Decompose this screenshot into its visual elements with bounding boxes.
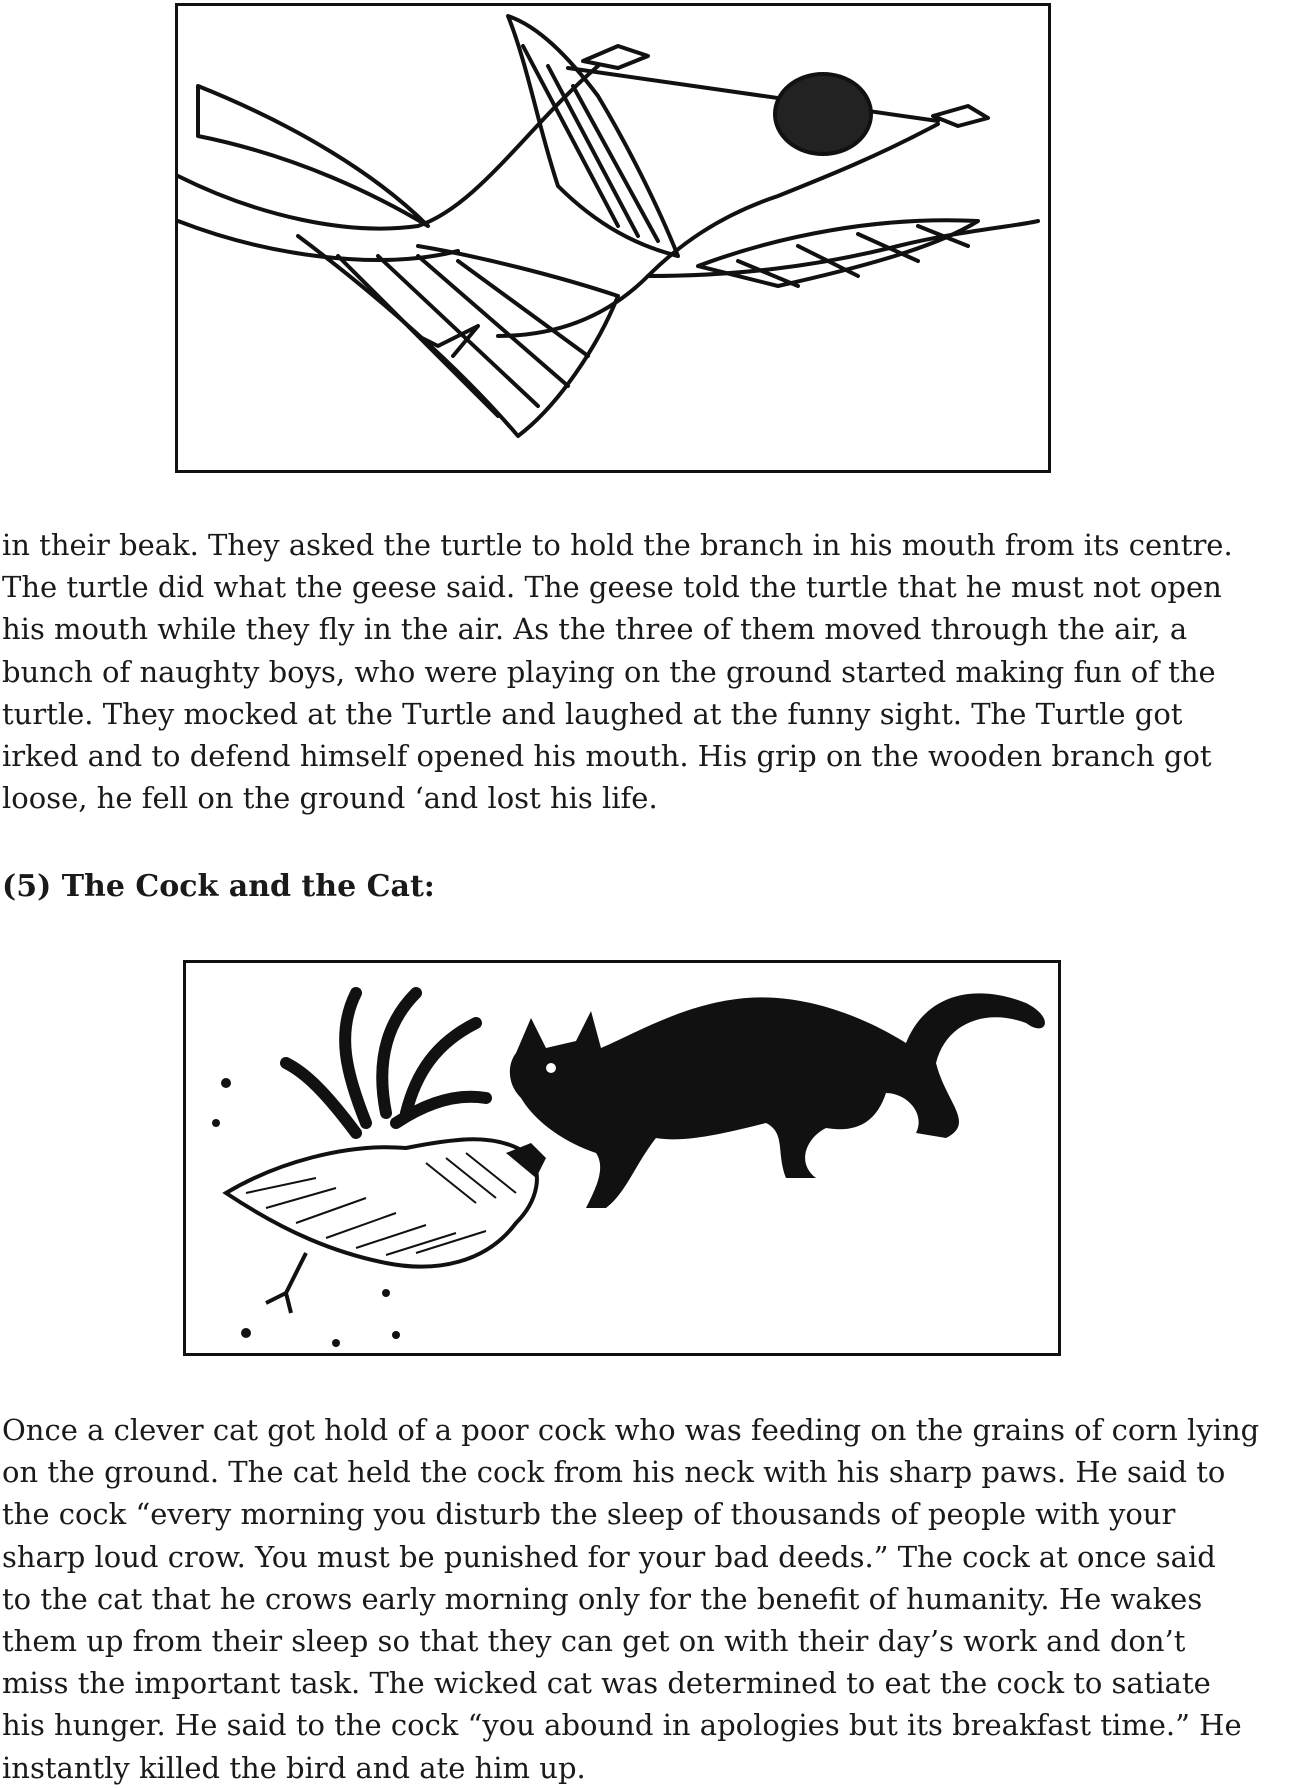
goose-right-beak bbox=[933, 106, 988, 126]
goose-left-feathers bbox=[338, 256, 588, 416]
branch-line bbox=[568, 68, 938, 121]
goose-middle-wing-up bbox=[508, 16, 678, 256]
goose-right-neck bbox=[498, 124, 938, 336]
text-line: miss the important task. The wicked cat was determined to eat the cock to satiate bbox=[2, 1666, 1211, 1701]
text-line: The turtle did what the geese said. The geese told the turtle that he must not open bbox=[2, 570, 1222, 605]
section-heading: (5) The Cock and the Cat: bbox=[2, 869, 435, 904]
text-line: turtle. They mocked at the Turtle and laughed at the funny sight. The Turtle got bbox=[2, 696, 1183, 731]
geese-drawing bbox=[178, 6, 1048, 470]
cat-eye bbox=[546, 1063, 556, 1073]
text-line: the cock “every morning you disturb the sleep of thousands of people with your bbox=[2, 1497, 1176, 1532]
geese-carrying-turtle-illustration bbox=[175, 3, 1051, 473]
goose-left-beak bbox=[583, 46, 648, 68]
text-line: instantly killed the bird and ate him up. bbox=[2, 1750, 586, 1785]
text-line: Once a clever cat got hold of a poor cock who was feeding on the grains of corn lying bbox=[2, 1413, 1260, 1447]
text-line: bunch of naughty boys, who were playing on the ground started making fun of the bbox=[2, 654, 1216, 689]
text-line: sharp loud crow. You must be punished for your bad deeds.” The cock at once said bbox=[2, 1539, 1216, 1574]
cat-silhouette bbox=[510, 993, 1045, 1208]
cock-cat-story-paragraph bbox=[2, 1409, 1259, 1789]
goose-right-wing bbox=[698, 220, 978, 286]
cock-tail bbox=[286, 993, 486, 1133]
cock-body bbox=[226, 1139, 537, 1266]
cock-feet bbox=[266, 1253, 306, 1313]
cat-attacking-cock-illustration bbox=[183, 960, 1061, 1356]
text-line: them up from their sleep so that they can get on with their day’s work and don’t bbox=[2, 1624, 1186, 1659]
turtle-shape bbox=[775, 74, 871, 154]
text-line: his mouth while they fly in the air. As the three of them moved through the air, a bbox=[2, 612, 1188, 647]
goose-left-wing-upper bbox=[198, 86, 428, 226]
text-line: to the cat that he crows early morning only for the benefit of humanity. He wakes bbox=[2, 1581, 1203, 1616]
text-line: irked and to defend himself opened his mouth. His grip on the wooden branch got bbox=[2, 739, 1212, 774]
cock-cat-drawing bbox=[186, 963, 1058, 1353]
turtle-story-paragraph bbox=[2, 524, 1233, 819]
text-line: in their beak. They asked the turtle to hold the branch in his mouth from its centre. bbox=[2, 528, 1233, 562]
text-line: loose, he fell on the ground ‘and lost his life. bbox=[2, 781, 658, 816]
text-line: his hunger. He said to the cock “you abound in apologies but its breakfast time.” He bbox=[2, 1708, 1242, 1743]
text-line: on the ground. The cat held the cock from his neck with his sharp paws. He said to bbox=[2, 1455, 1226, 1490]
